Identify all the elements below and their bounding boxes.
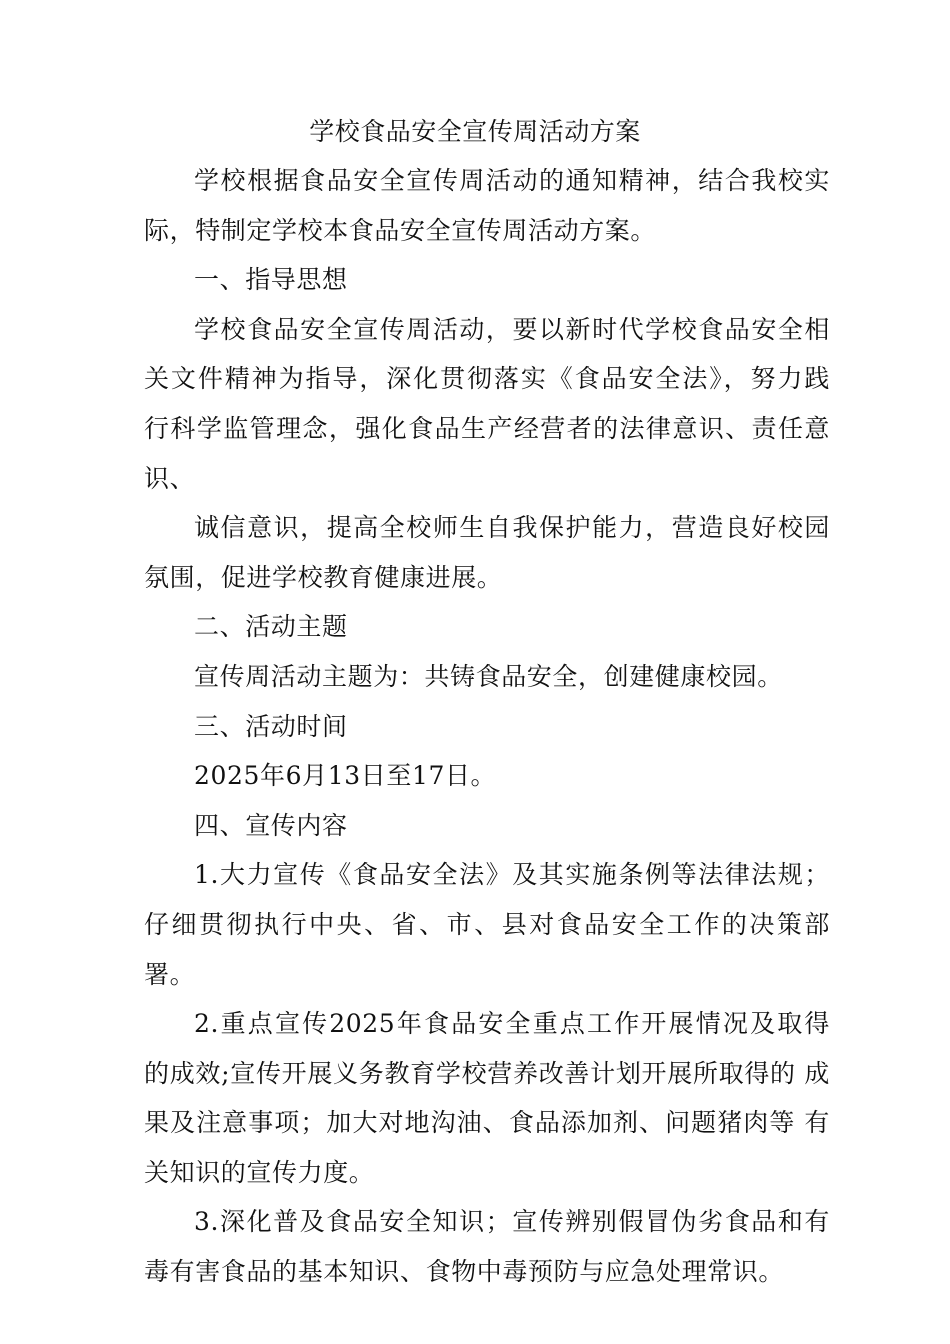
content-item-1: 1.大力宣传《食品安全法》及其实施条例等法律法规；仔细贯彻执行中央、省、市、县对食品安全工作的决策部署。 (144, 860, 830, 989)
section-heading-theme: 二、活动主题 (194, 612, 348, 642)
theme-paragraph: 宣传周活动主题为：共铸食品安全，创建健康校园。 (194, 661, 783, 691)
section-heading-guiding-thought: 一、指导思想 (194, 265, 348, 295)
document-title: 学校食品安全宣传周活动方案 (309, 117, 641, 146)
document-body (144, 156, 830, 1297)
intro-paragraph: 学校根据食品安全宣传周活动的通知精神，结合我校实际，特制定学校本食品安全宣传周活动方案。 (144, 166, 830, 245)
content-item-3: 3.深化普及食品安全知识；宣传辨别假冒伪劣食品和有 毒有害食品的基本知识、食物中毒预防与应急处理常识。 (144, 1207, 830, 1287)
content-item-2: 2.重点宣传2025年食品安全重点工作开展情况及取得 的成效;宣传开展义务教育学校营养改善计划开展所取得的 成果及注意事项；加大对地沟油、食品添加剂、问题猪肉等 有关知识的宣传力度。 (144, 1009, 830, 1187)
guiding-thought-continuation-paragraph: 诚信意识，提高全校师生自我保护能力，营造良好校园 氛围，促进学校教育健康进展。 (144, 513, 830, 592)
section-heading-content: 四、宣传内容 (194, 810, 348, 840)
guiding-thought-paragraph: 学校食品安全宣传周活动，要以新时代学校食品安全相 关文件精神为指导，深化贯彻落实《食品安全法》，努力践 行科学监管理念，强化食品生产经营者的法律意识、责任意 识、 (144, 314, 830, 493)
section-heading-time: 三、活动时间 (194, 711, 348, 741)
time-paragraph: 2025年6月13日至17日。 (194, 761, 497, 791)
